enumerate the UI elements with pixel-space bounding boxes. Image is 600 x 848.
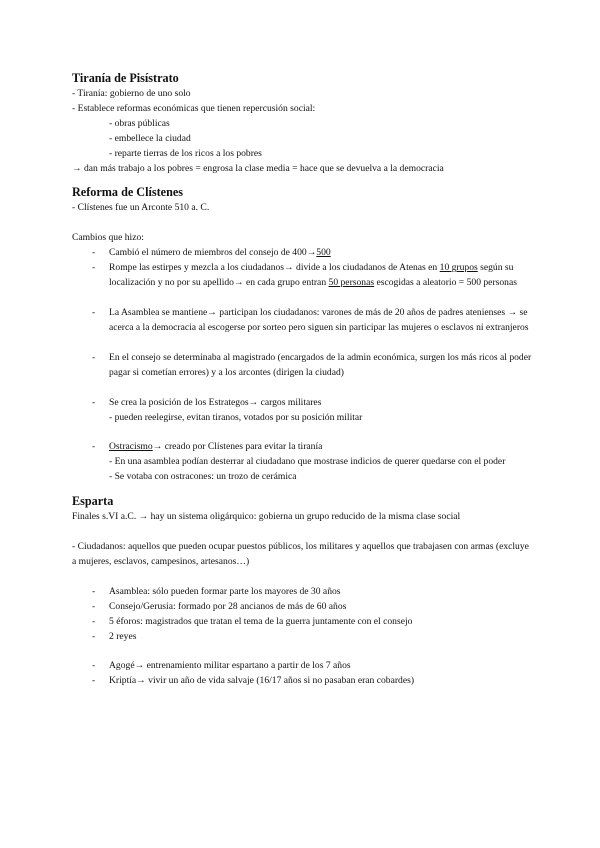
text-line: Cambios que hizo:: [72, 232, 144, 244]
text-line: - Tiranía: gobierno de uno solo: [72, 88, 191, 99]
sub-item: - obras públicas: [109, 117, 170, 129]
bullet-text: según su localización y no por su apellido→ en cada grupo entran: [109, 262, 514, 289]
underlined-text: 50 personas: [328, 277, 375, 289]
sub-item: - embellece la ciudad: [109, 132, 191, 144]
text-line: - Establece reformas económicas que tienen repercusión social:: [72, 102, 316, 114]
bullet-item: [72, 246, 532, 261]
document-page: [72, 70, 532, 689]
bullet-text: escogidas a aleatorio = 500 personas: [374, 277, 517, 289]
bullet-item: [72, 440, 532, 455]
text-line: - Ciudadanos: aquellos que pueden ocupar puestos públicos, los militares y aquellos que trabajasen con armas (excluye a mujeres, esclavos, campesinos, artesanos…): [72, 541, 529, 567]
sub-item: - Se votaba con ostracones: un trozo de cerámica: [109, 471, 297, 483]
underlined-text: 10 grupos: [439, 262, 478, 274]
section-title-esparta: Esparta: [72, 494, 114, 509]
bullet-item: - Kriptía→ vivir un año de vida salvaje (16/17 años si no pasaban eran cobardes): [72, 674, 532, 689]
sub-item: - pueden reelegirse, evitan tiranos, votados por su posición militar: [109, 411, 363, 423]
bullet-item: - La Asamblea se mantiene→ participan los ciudadanos: varones de más de 20 años de padres atenienses → se acerca a la democracia al escogerse por sorteo pero siguen sin participar las mujeres o esclavos ni extranjeros: [72, 306, 532, 336]
underlined-text: 500: [316, 247, 331, 259]
bullet-item: - 2 reyes: [72, 630, 532, 645]
section-title-clistenes: Reforma de Clístenes: [72, 185, 184, 200]
sub-item: - En una asamblea podían desterrar al ciudadano que mostrase indicios de querer quedarse con el poder: [109, 456, 506, 468]
bullet-item: - 5 éforos: magistrados que tratan el tema de la guerra juntamente con el consejo: [72, 615, 532, 630]
bullet-item: - Agogé→ entrenamiento militar espartano a partir de los 7 años: [72, 659, 532, 674]
bullet-item: - Asamblea: sólo pueden formar parte los mayores de 30 años: [72, 585, 532, 600]
underlined-text: Ostracismo: [109, 441, 153, 453]
sub-item: - reparte tierras de los ricos a los pobres: [109, 147, 262, 159]
bullet-text: → creado por Clístenes para evitar la tiranía: [152, 441, 323, 453]
text-line: - Clístenes fue un Arconte 510 a. C.: [72, 202, 210, 214]
bullet-item: - Se crea la posición de los Estrategos→ cargos militares: [72, 396, 532, 411]
text-line: Finales s.VI a.C. → hay un sistema oligárquico: gobierna un grupo reducido de la misma clase social: [72, 511, 461, 523]
text-line: → dan más trabajo a los pobres = engrosa la clase media = hace que se devuelva a la democracia: [72, 162, 444, 174]
bullet-text: Cambió el número de miembros del consejo de 400→: [109, 247, 317, 259]
bullet-item: [72, 261, 532, 291]
bullet-text: Rompe las estirpes y mezcla a los ciudadanos→ divide a los ciudadanos de Atenas en: [109, 262, 440, 274]
bullet-item: - Consejo/Gerusia: formado por 28 ancianos de más de 60 años: [72, 600, 532, 615]
bullet-item: - En el consejo se determinaba al magistrado (encargados de la admin económica, surgen los más ricos al poder pagar si cometían errores) y a los arcontes (dirigen la ciudad): [72, 351, 532, 381]
section-title-pisistrato: Tiranía de Pisístrato: [72, 71, 179, 85]
